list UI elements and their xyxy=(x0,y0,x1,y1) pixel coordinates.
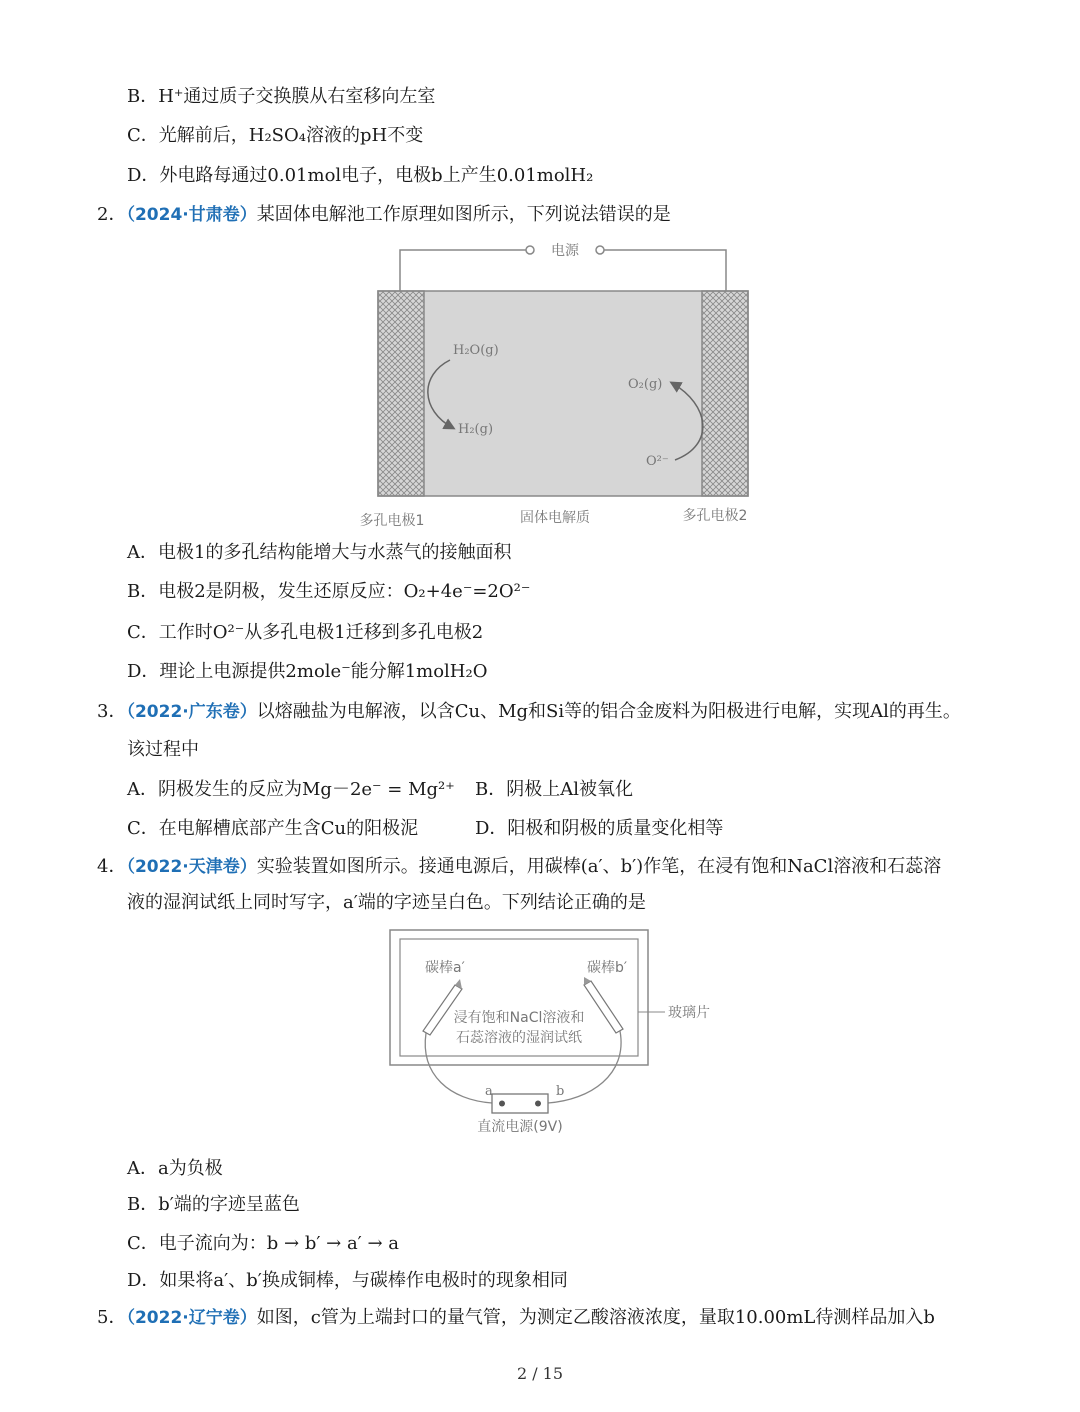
q4-stem-text: 实验装置如图所示。接通电源后，用碳棒(a′、b′)作笔，在浸有饱和NaCl溶液和石蕊溶 xyxy=(256,856,942,877)
q2-option-d: D．理论上电源提供2mole⁻能分解1molH₂O xyxy=(127,661,488,682)
q3-number: 3． xyxy=(97,701,127,722)
q5-source-tag: （2022·辽宁卷） xyxy=(126,1308,257,1328)
wire-right xyxy=(600,250,726,291)
q3-option-c: C．在电解槽底部产生含Cu的阳极泥 xyxy=(127,818,419,839)
q4-option-d: D．如果将a′、b′换成铜棒，与碳棒作电极时的现象相同 xyxy=(127,1270,568,1291)
label-rod-b: 碳棒b′ xyxy=(587,960,628,976)
q5-stem xyxy=(97,1306,935,1330)
label-b: b xyxy=(556,1084,565,1099)
terminal-a xyxy=(499,1101,505,1107)
q2-option-a: A．电极1的多孔结构能增大与水蒸气的接触面积 xyxy=(127,542,512,563)
q1-option-c: C．光解前后，H₂SO₄溶液的pH不变 xyxy=(127,125,424,146)
label-solid-electrolyte: 固体电解质 xyxy=(520,510,590,526)
carbon-rod-writing-figure xyxy=(380,925,720,1140)
porous-electrode-2 xyxy=(702,291,748,496)
terminal-left xyxy=(526,246,534,254)
label-glass: 玻璃片 xyxy=(668,1005,710,1021)
carbon-rod-a xyxy=(423,979,462,1035)
label-electrode-1: 多孔电极1 xyxy=(359,513,425,529)
q2-stem xyxy=(97,203,671,227)
q3-option-b: B．阴极上Al被氧化 xyxy=(475,779,633,800)
q1-option-b: B．H⁺通过质子交换膜从右室移向左室 xyxy=(127,86,436,107)
q4-source-tag: （2022·天津卷） xyxy=(126,857,257,877)
q2-number: 2． xyxy=(97,204,127,225)
wire-left xyxy=(400,250,530,291)
label-dc-supply: 直流电源(9V) xyxy=(477,1119,563,1135)
solid-electrolyte xyxy=(378,291,748,496)
q2-option-b: B．电极2是阴极，发生还原反应：O₂+4e⁻=2O²⁻ xyxy=(127,581,531,602)
label-h2o: H₂O(g) xyxy=(453,343,499,358)
q3-option-d: D．阳极和阴极的质量变化相等 xyxy=(475,818,724,839)
label-o2-ion: O²⁻ xyxy=(646,454,669,469)
q4-option-c: C．电子流向为：b → b′ → a′ → a xyxy=(127,1233,400,1254)
q1-option-d: D．外电路每通过0.01mol电子，电极b上产生0.01molH₂ xyxy=(127,165,594,186)
q2-stem-text: 某固体电解池工作原理如图所示，下列说法错误的是 xyxy=(256,204,671,225)
label-rod-a: 碳棒a′ xyxy=(425,960,465,976)
q3-option-a: A．阴极发生的反应为Mg－2e⁻ = Mg²⁺ xyxy=(127,779,455,800)
label-paper-line2: 石蕊溶液的湿润试纸 xyxy=(456,1030,582,1046)
label-a: a xyxy=(485,1084,493,1099)
q4-stem xyxy=(97,855,941,879)
power-label: 电源 xyxy=(551,243,579,259)
q2-option-c: C．工作时O²⁻从多孔电极1迁移到多孔电极2 xyxy=(127,622,484,643)
q4-option-b: B．b′端的字迹呈蓝色 xyxy=(127,1194,300,1215)
q3-source-tag: （2022·广东卷） xyxy=(126,702,257,722)
q4-option-a: A．a为负极 xyxy=(127,1158,223,1179)
label-h2: H₂(g) xyxy=(458,422,494,437)
q2-source-tag: （2024·甘肃卷） xyxy=(126,205,257,225)
q4-number: 4． xyxy=(97,856,127,877)
page-number: 2 / 15 xyxy=(516,1364,564,1383)
terminal-right xyxy=(596,246,604,254)
q3-stem-text: 以熔融盐为电解液，以含Cu、Mg和Si等的铝合金废料为阳极进行电解，实现Al的再生。 xyxy=(256,701,961,722)
label-o2: O₂(g) xyxy=(628,377,663,392)
q5-stem-text: 如图，c管为上端封口的量气管，为测定乙酸溶液浓度，量取10.00mL待测样品加入b xyxy=(256,1307,935,1328)
q3-stem-continued: 该过程中 xyxy=(127,739,199,760)
q3-stem xyxy=(97,700,961,724)
terminal-b xyxy=(535,1101,541,1107)
electrolysis-cell-figure xyxy=(350,235,770,535)
label-paper-line1: 浸有饱和NaCl溶液和 xyxy=(453,1010,585,1026)
porous-electrode-1 xyxy=(378,291,424,496)
q4-stem-continued: 液的湿润试纸上同时写字，a′端的字迹呈白色。下列结论正确的是 xyxy=(127,892,646,913)
q5-number: 5． xyxy=(97,1307,127,1328)
carbon-rod-b xyxy=(584,977,623,1033)
label-electrode-2: 多孔电极2 xyxy=(682,508,748,524)
